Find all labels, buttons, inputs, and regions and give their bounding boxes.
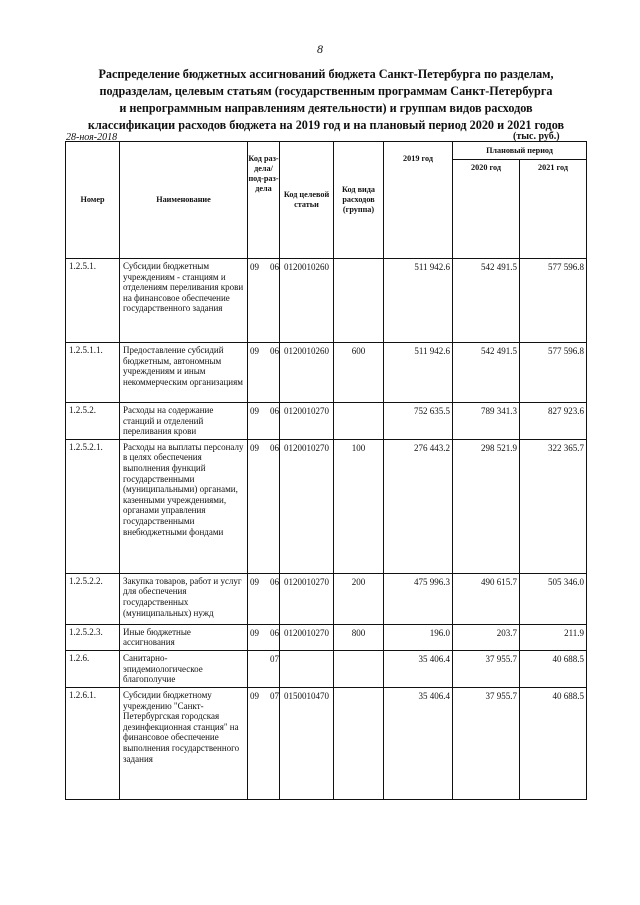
row-target: 0120010260: [280, 259, 334, 343]
row-subsection: 06: [270, 627, 279, 638]
row-2019: 511 942.6: [384, 343, 453, 403]
row-target: 0120010260: [280, 343, 334, 403]
row-2021: 827 923.6: [520, 403, 587, 440]
row-number: 1.2.6.1.: [66, 687, 120, 799]
row-subsection: 06: [270, 442, 279, 453]
header-planned-period: Плановый период: [453, 142, 587, 160]
row-subsection: 07: [270, 690, 279, 701]
row-name: Субсидии бюджетному учреждению "Санкт-Петербургская городская дезинфекционная станция" на финансовое обеспечение выполнения государственного задания: [120, 687, 248, 799]
header-2021: 2021 год: [520, 160, 587, 259]
row-kind: [334, 259, 384, 343]
title-line: Распределение бюджетных ассигнований бюджета Санкт-Петербурга по разделам,: [98, 67, 554, 81]
row-number: 1.2.5.2.2.: [66, 573, 120, 624]
row-name: Предоставление субсидий бюджетным, автономным учреждениям и иным некоммерческим организациям: [120, 343, 248, 403]
row-2020: 490 615.7: [453, 573, 520, 624]
header-2019: 2019 год: [384, 142, 453, 259]
row-number: 1.2.5.2.: [66, 403, 120, 440]
document-title: [66, 66, 586, 134]
row-2021: 577 596.8: [520, 259, 587, 343]
row-2020: 298 521.9: [453, 439, 520, 573]
row-2019: 752 635.5: [384, 403, 453, 440]
row-section: 09: [250, 346, 259, 356]
row-number: 1.2.5.2.1.: [66, 439, 120, 573]
row-section: 09: [250, 690, 259, 701]
row-subsection: 06: [270, 262, 279, 272]
row-target: 0120010270: [280, 439, 334, 573]
table-row: [66, 259, 587, 343]
row-section: 09: [250, 627, 259, 638]
row-kind: 800: [334, 624, 384, 650]
header-kind: Код вида расходов (группа): [334, 142, 384, 259]
title-line: классификации расходов бюджета на 2019 год и на плановый период 2020 и 2021 годов: [87, 118, 565, 132]
row-kind: [334, 650, 384, 687]
row-2019: 276 443.2: [384, 439, 453, 573]
header-number: Номер: [66, 142, 120, 259]
header-section: Код раз-дела/ под-раз-дела: [248, 142, 280, 259]
row-section: 09: [250, 262, 259, 272]
row-subsection: 06: [270, 576, 279, 587]
row-section: 09: [250, 406, 259, 416]
budget-table: [65, 141, 587, 800]
row-number: 1.2.5.1.: [66, 259, 120, 343]
row-2019: 35 406.4: [384, 687, 453, 799]
page-number: 8: [317, 42, 323, 56]
table-row: [66, 343, 587, 403]
row-target: [280, 650, 334, 687]
row-number: 1.2.5.1.1.: [66, 343, 120, 403]
table-row: [66, 624, 587, 650]
row-2019: 35 406.4: [384, 650, 453, 687]
row-2019: 475 996.3: [384, 573, 453, 624]
row-section: 09: [250, 576, 259, 587]
row-2021: 40 688.5: [520, 687, 587, 799]
row-target: 0120010270: [280, 403, 334, 440]
header-2020: 2020 год: [453, 160, 520, 259]
title-line: подразделам, целевым статьям (государственным программам Санкт-Петербурга: [99, 84, 553, 98]
row-target: 0150010470: [280, 687, 334, 799]
row-kind: 200: [334, 573, 384, 624]
header-target: Код целевой статьи: [280, 142, 334, 259]
table-row: [66, 687, 587, 799]
table-row: [66, 573, 587, 624]
row-2019: 511 942.6: [384, 259, 453, 343]
row-target: 0120010270: [280, 573, 334, 624]
document-date: 28-ноя-2018: [66, 132, 118, 143]
row-number: 1.2.6.: [66, 650, 120, 687]
row-section: 09: [250, 442, 259, 453]
row-kind: 600: [334, 343, 384, 403]
row-2021: 505 346.0: [520, 573, 587, 624]
table-row: [66, 403, 587, 440]
row-subsection: 06: [270, 346, 279, 356]
row-name: Расходы на содержание станций и отделений переливания крови: [120, 403, 248, 440]
row-2020: 203.7: [453, 624, 520, 650]
row-name: Закупка товаров, работ и услуг для обеспечения государственных (муниципальных) нужд: [120, 573, 248, 624]
table-row: [66, 650, 587, 687]
header-name: Наименование: [120, 142, 248, 259]
row-2020: 542 491.5: [453, 259, 520, 343]
row-subsection: 07: [270, 653, 279, 664]
row-kind: [334, 403, 384, 440]
title-line: и непрограммным направлениям деятельности) и группам видов расходов: [119, 101, 533, 115]
row-number: 1.2.5.2.3.: [66, 624, 120, 650]
row-name: Расходы на выплаты персоналу в целях обеспечения выполнения функций государственными (муниципальными) органами, казенными учреждениями, органами управления государственными внебюджетными фондами: [120, 439, 248, 573]
row-2020: 37 955.7: [453, 687, 520, 799]
row-2021: 40 688.5: [520, 650, 587, 687]
row-2020: 37 955.7: [453, 650, 520, 687]
row-2020: 542 491.5: [453, 343, 520, 403]
row-2021: 577 596.8: [520, 343, 587, 403]
row-name: Санитарно-эпидемиологическое благополучие: [120, 650, 248, 687]
row-subsection: 06: [270, 406, 279, 416]
row-name: Иные бюджетные ассигнования: [120, 624, 248, 650]
row-target: 0120010270: [280, 624, 334, 650]
row-2021: 211.9: [520, 624, 587, 650]
row-name: Субсидии бюджетным учреждениям - станциям и отделениям переливания крови на финансовое обеспечение государственного задания: [120, 259, 248, 343]
row-kind: 100: [334, 439, 384, 573]
row-2020: 789 341.3: [453, 403, 520, 440]
table-row: [66, 439, 587, 573]
row-2019: 196.0: [384, 624, 453, 650]
units-label: (тыс. руб.): [513, 131, 560, 142]
row-2021: 322 365.7: [520, 439, 587, 573]
row-kind: [334, 687, 384, 799]
